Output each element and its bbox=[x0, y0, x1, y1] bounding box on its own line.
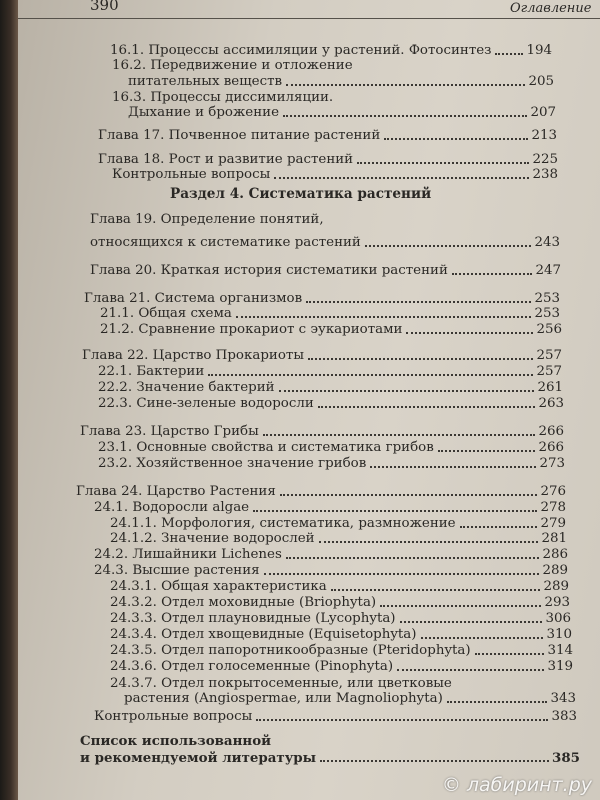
toc-entry: Контрольные вопросы 238 bbox=[112, 167, 558, 182]
toc-entry: Глава 24. Царство Растения 276 bbox=[76, 484, 566, 499]
toc-entry: 24.1.1. Морфология, систематика, размножение 279 bbox=[110, 516, 566, 531]
book-page bbox=[18, 0, 600, 800]
toc-entry: Глава 22. Царство Прокариоты 257 bbox=[82, 348, 562, 363]
toc-entry-line: 24.3.7. Отдел покрытосеменные, или цветковые bbox=[110, 676, 452, 691]
toc-entry-line: 16.3. Процессы диссимиляции. bbox=[112, 90, 334, 105]
toc-entry: относящихся к систематике растений 243 bbox=[90, 235, 560, 250]
toc-entry-line: Список использованной bbox=[80, 733, 272, 749]
running-header bbox=[18, 0, 600, 19]
toc-entry: Глава 17. Почвенное питание растений 213 bbox=[98, 128, 557, 143]
toc-entry: Глава 23. Царство Грибы 266 bbox=[80, 424, 564, 439]
toc-entry: 24.3. Высшие растения 289 bbox=[94, 563, 568, 578]
toc-entry: питательных веществ 205 bbox=[128, 74, 554, 89]
page-number: 390 bbox=[90, 0, 119, 14]
toc-entry: 24.3.6. Отдел голосеменные (Pinophyta) 319 bbox=[110, 659, 573, 674]
watermark-logo: © лабиринт.ру bbox=[441, 774, 592, 796]
toc-entry: Дыхание и брожение 207 bbox=[128, 105, 556, 120]
toc-entry: 22.3. Сине-зеленые водоросли 263 bbox=[98, 396, 564, 411]
adjacent-page-edge bbox=[0, 0, 18, 800]
toc-entry: 21.1. Общая схема 253 bbox=[100, 306, 560, 321]
toc-entry-line: Глава 19. Определение понятий, bbox=[90, 212, 324, 227]
toc-entry: Глава 21. Система организмов 253 bbox=[84, 291, 560, 306]
toc-entry: 24.1. Водоросли algae 278 bbox=[94, 500, 566, 515]
toc-entry: 24.2. Лишайники Lichenes 286 bbox=[94, 547, 568, 562]
toc-entry: 23.2. Хозяйственное значение грибов 273 bbox=[98, 456, 565, 471]
toc-entry: и рекомендуемой литературы 385 bbox=[80, 750, 580, 766]
toc-entry: 24.3.5. Отдел папоротникообразные (Pteridophyta) 314 bbox=[110, 643, 573, 658]
toc-entry-line: 16.2. Передвижение и отложение bbox=[112, 58, 353, 73]
toc-entry: 21.2. Сравнение прокариот с эукариотами 256 bbox=[100, 322, 562, 337]
toc-entry: 16.1. Процессы ассимиляции у растений. Фотосинтез 194 bbox=[110, 43, 552, 58]
toc-entry: 24.3.2. Отдел моховидные (Briophyta) 293 bbox=[110, 595, 570, 610]
toc-entry: 24.3.3. Отдел плауновидные (Lycophyta) 306 bbox=[110, 611, 571, 626]
header-title: Оглавление bbox=[510, 1, 592, 16]
toc-entry: 23.1. Основные свойства и систематика грибов 266 bbox=[98, 440, 564, 455]
toc-entry: 24.1.2. Значение водорослей 281 bbox=[110, 531, 567, 546]
toc-entry: Контрольные вопросы 383 bbox=[94, 709, 577, 724]
toc-entry: 24.3.1. Общая характеристика 289 bbox=[110, 579, 569, 594]
section-heading: Раздел 4. Систематика растений bbox=[170, 186, 432, 202]
toc-entry: 22.2. Значение бактерий 261 bbox=[98, 380, 563, 395]
toc-entry: 22.1. Бактерии 257 bbox=[98, 364, 562, 379]
toc-entry: Глава 20. Краткая история систематики растений 247 bbox=[90, 263, 561, 278]
toc-entry: растения (Angiospermae, или Magnoliophyta) 343 bbox=[124, 691, 576, 706]
toc-entry: Глава 18. Рост и развитие растений 225 bbox=[98, 152, 558, 167]
toc-entry: 24.3.4. Отдел хвощевидные (Equisetophyta) 310 bbox=[110, 627, 572, 642]
